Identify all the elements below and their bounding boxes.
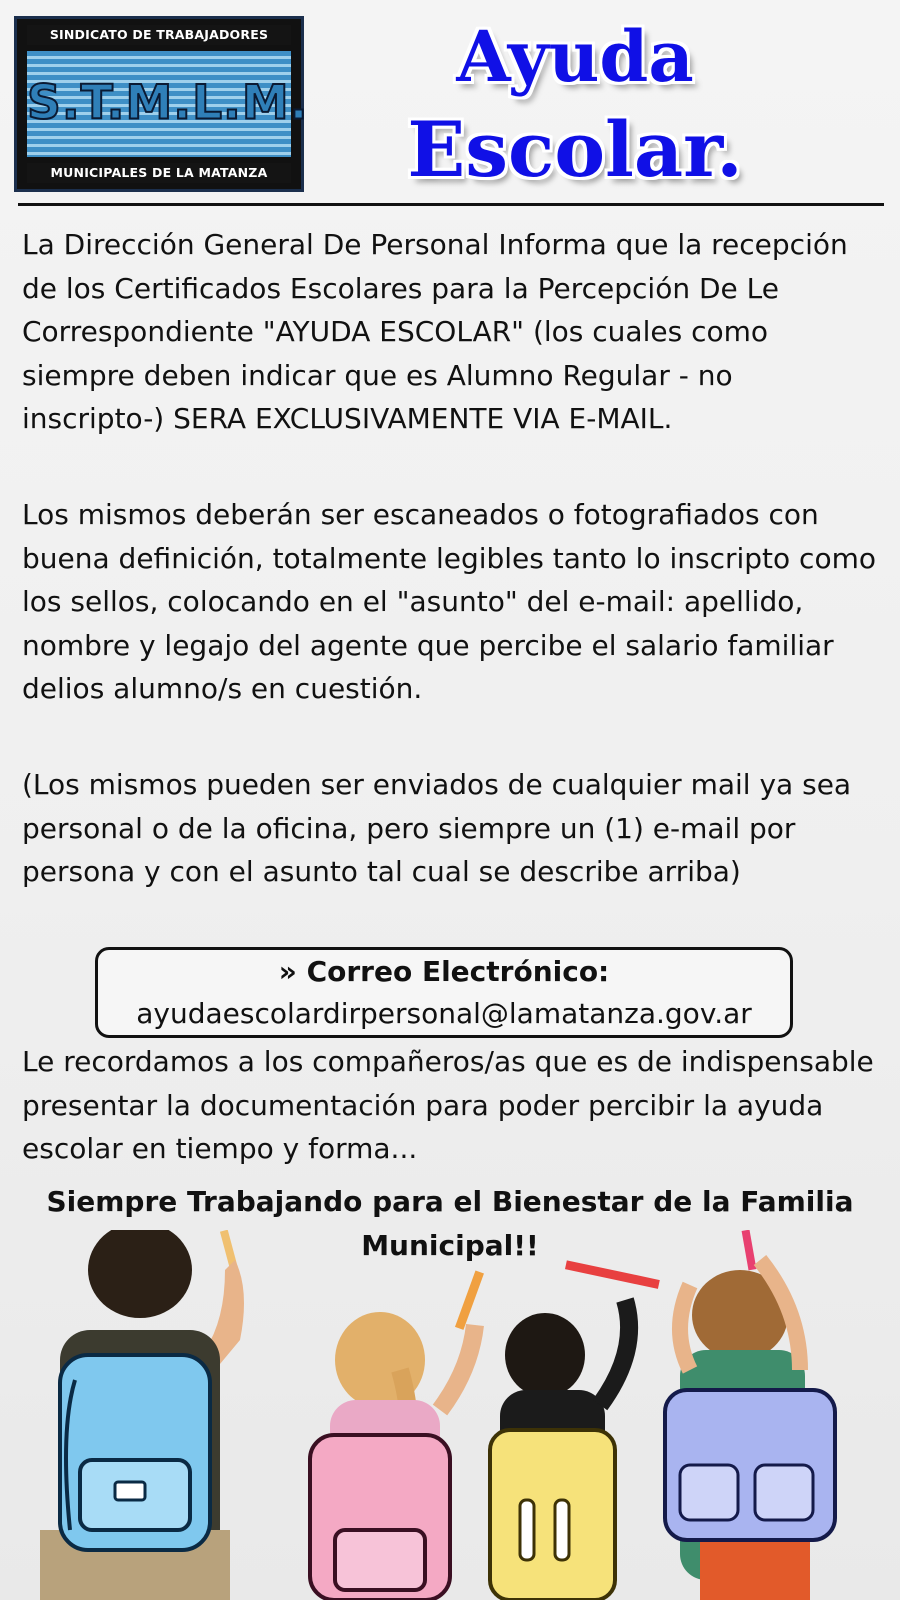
slogan: Siempre Trabajando para el Bienestar de la Familia Municipal!! bbox=[46, 1185, 854, 1262]
paragraph-note: (Los mismos pueden ser enviados de cualquier mail ya sea personal o de la oficina, pero siempre un (1) e-mail por persona y con el asunto tal cual se describe arriba) bbox=[22, 768, 852, 888]
logo-top-text: SINDICATO DE TRABAJADORES bbox=[27, 25, 291, 45]
children-with-backpacks-illustration bbox=[0, 1230, 900, 1600]
title-line-2: Escolar. bbox=[407, 105, 743, 194]
email-box bbox=[95, 947, 793, 1038]
union-logo bbox=[14, 16, 309, 192]
child-4 bbox=[665, 1230, 835, 1600]
email-address[interactable]: ayudaescolardirpersonal@lamatanza.gov.ar bbox=[136, 997, 752, 1030]
paragraph-instructions: Los mismos deberán ser escaneados o fotografiados con buena definición, totalmente legibles tanto lo inscripto como los sellos, colocando en el "asunto" del e-mail: apellido, nombre y legajo del agente que percibe el salario familiar delios alumno/s en cuestión. bbox=[22, 498, 876, 705]
email-label: » Correo Electrónico: bbox=[278, 955, 610, 988]
title-line-1: Ayuda bbox=[456, 15, 694, 98]
child-3 bbox=[490, 1260, 660, 1600]
logo-acronym: S.T.M.L.M. bbox=[27, 75, 309, 131]
backpack-yellow bbox=[490, 1430, 615, 1600]
paragraph-announcement: La Dirección General De Personal Informa que la recepción de los Certificados Escolares para la Percepción De Le Correspondiente "AYUDA ESCOLAR" (los cuales como siempre deben indicar que es Alumno Regular - no inscripto-) SERA EXCLUSIVAMENTE VIA E-MAIL. bbox=[22, 228, 848, 435]
header-divider bbox=[18, 203, 884, 206]
child-1 bbox=[40, 1230, 244, 1600]
logo-stripes bbox=[27, 51, 309, 157]
child-2 bbox=[310, 1270, 484, 1600]
logo-bottom-text: MUNICIPALES DE LA MATANZA bbox=[27, 163, 291, 183]
paragraph-reminder: Le recordamos a los compañeros/as que es de indispensable presentar la documentación para poder percibir la ayuda escolar en tiempo y forma... bbox=[22, 1045, 874, 1165]
